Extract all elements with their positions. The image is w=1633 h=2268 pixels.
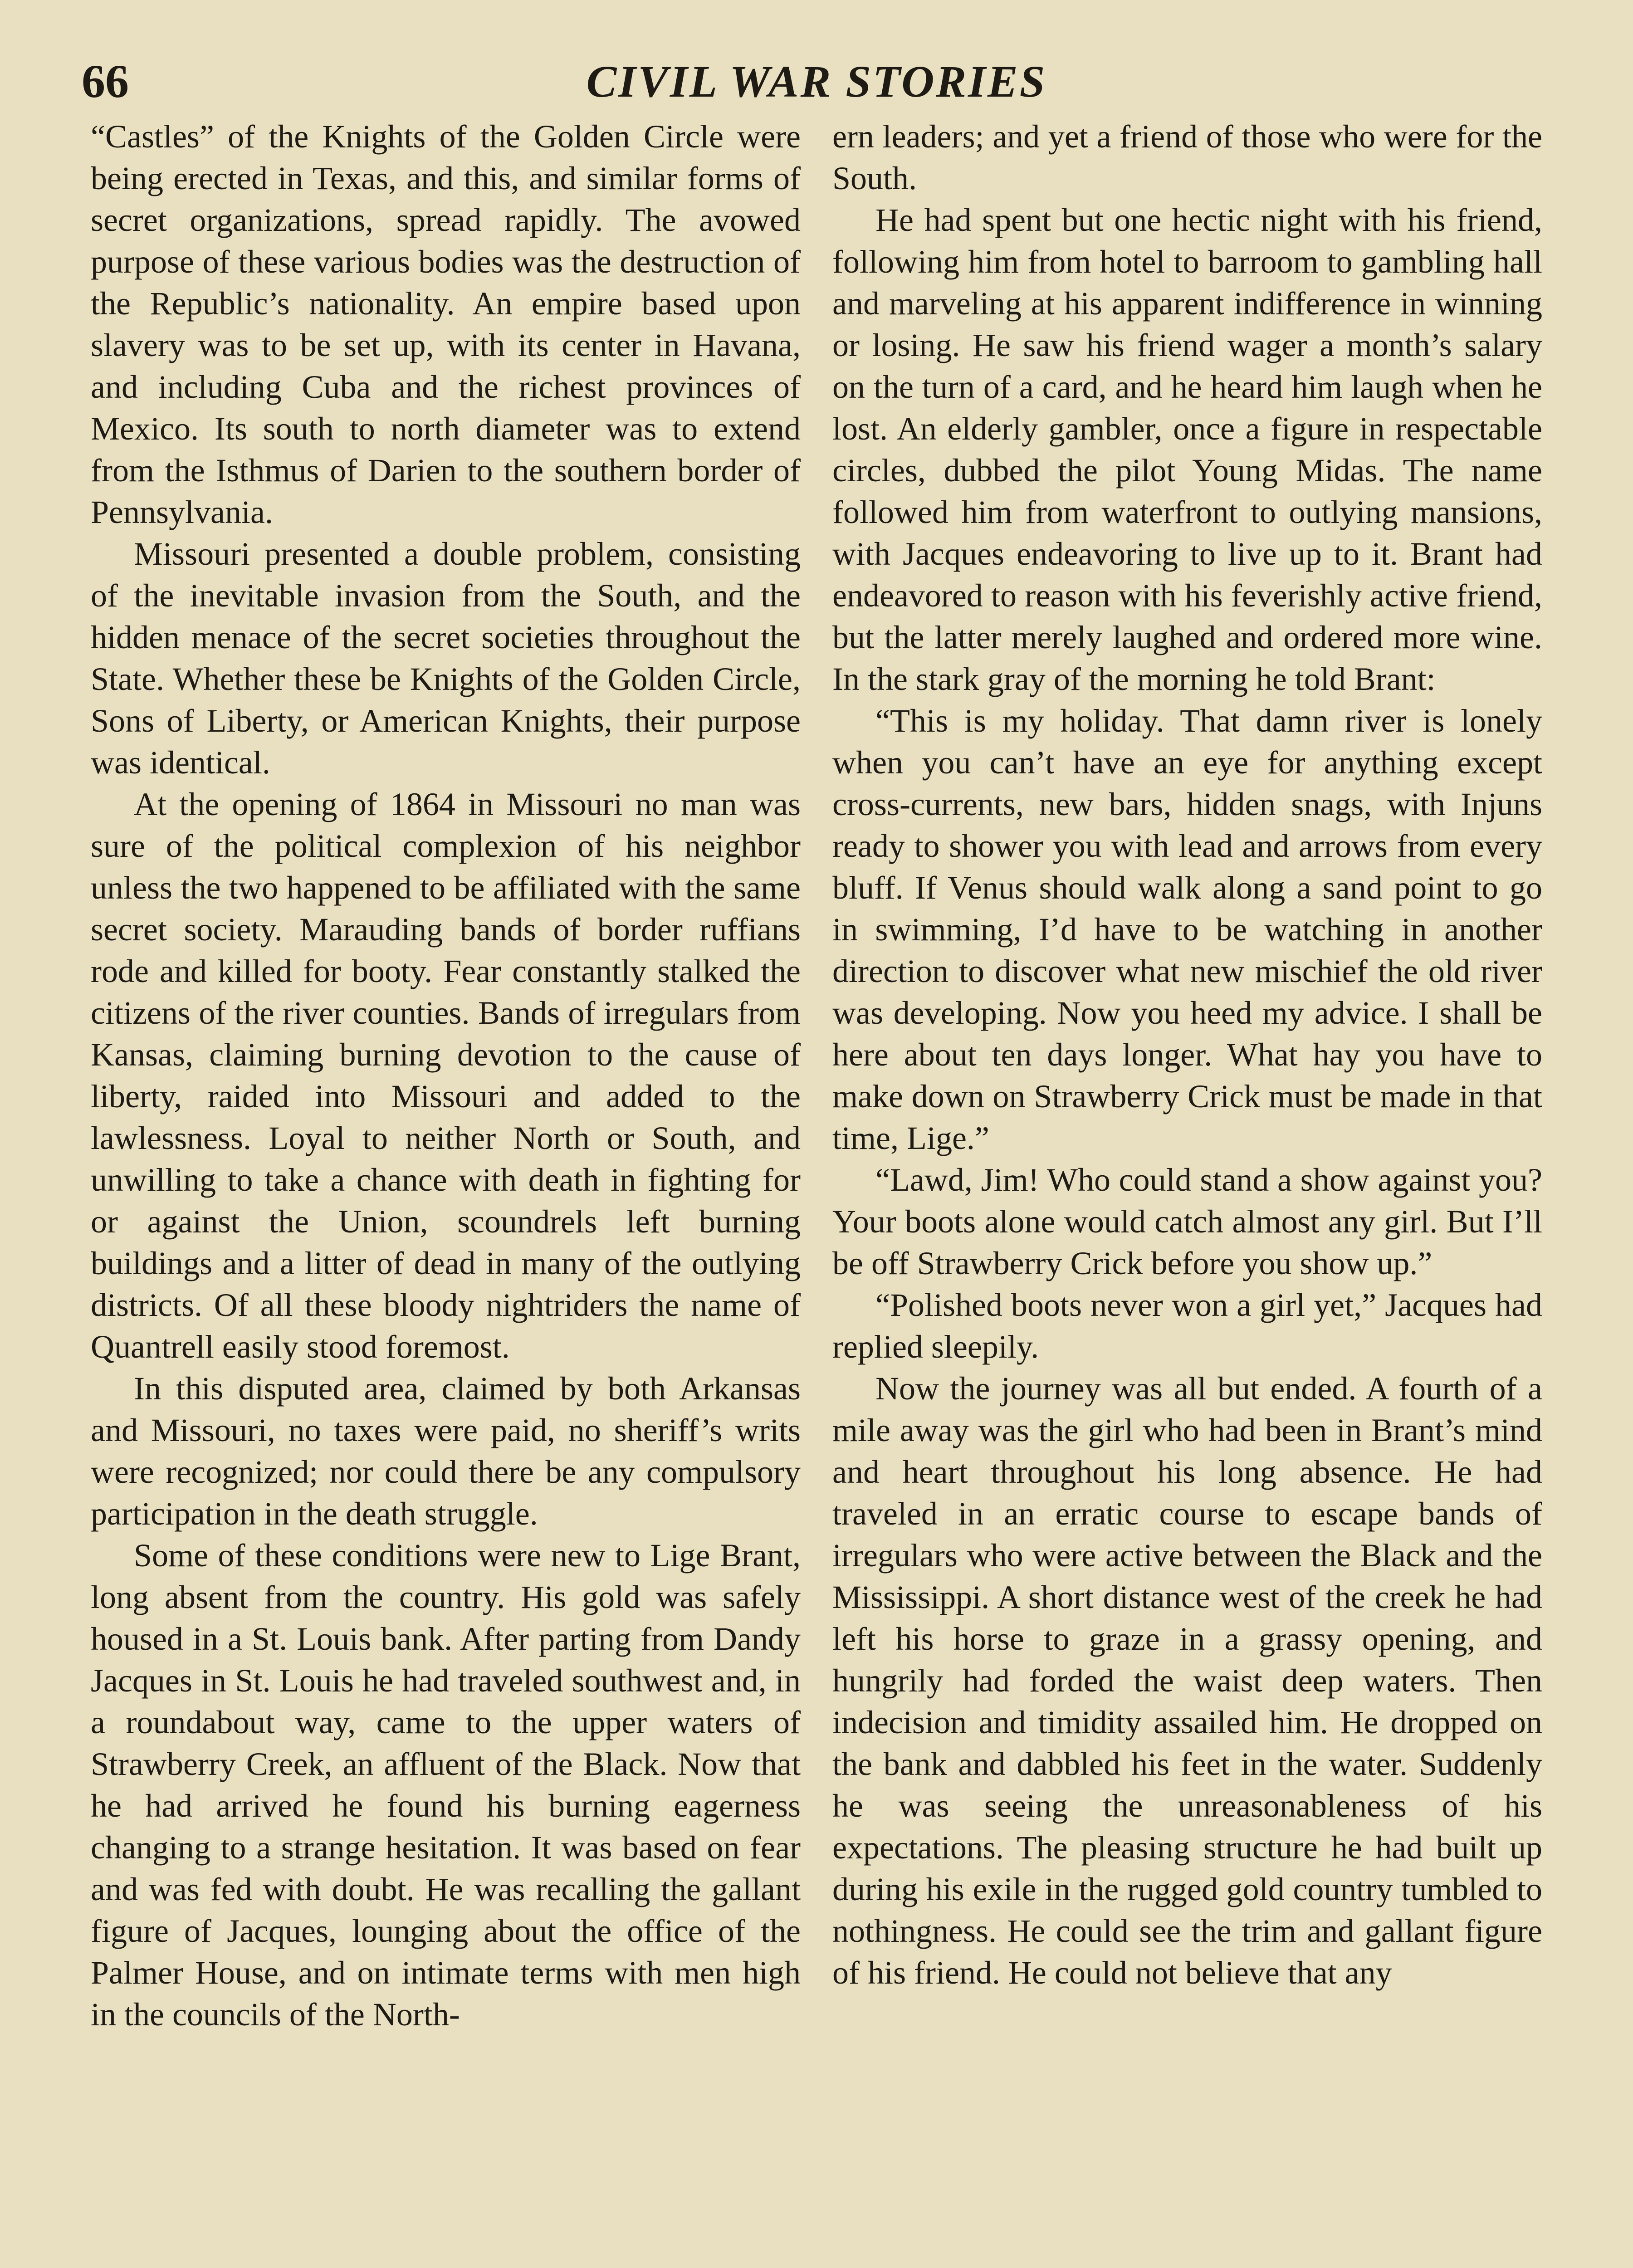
- paragraph: At the opening of 1864 in Missouri no man was sure of the political complexion of his neighbor unless the two happened to be affiliated with the same secret society. Marauding bands of border ruffians rode and killed for booty. Fear constantly stalked the citizens of the river counties. Bands of irregulars from Kansas, claiming burning devotion to the cause of liberty, raided into Missouri and added to the lawlessness. Loyal to neither North or South, and unwilling to take a chance with death in fighting for or against the Union, scoundrels left burning buildings and a litter of dead in many of the outlying districts. Of all these bloody nightriders the name of Quantrell easily stood foremost.: [91, 786, 801, 1365]
- running-head-title: CIVIL WAR STORIES: [586, 56, 1047, 107]
- paragraph: “Castles” of the Knights of the Golden Circle were being erected in Texas, and this, and similar forms of secret organizations, spread rapidly. The avowed purpose of these various bodies was the destruction of the Republic’s nationality. An empire based upon slavery was to be set up, with its center in Havana, and including Cuba and the richest provinces of Mexico. Its south to north diameter was to extend from the Isthmus of Darien to the southern border of Pennsylvania.: [91, 118, 801, 530]
- paragraph: In this disputed area, claimed by both Arkansas and Missouri, no taxes were paid, no sheriff’s writs were recognized; nor could there be any compulsory participation in the death struggle.: [91, 1370, 801, 1532]
- paragraph: He had spent but one hectic night with his friend, following him from hotel to barroom to gambling hall and marveling at his apparent indifference in winning or losing. He saw his friend wager a month’s salary on the turn of a card, and he heard him laugh when he lost. An elderly gambler, once a figure in respectable circles, dubbed the pilot Young Midas. The name followed him from waterfront to outlying mansions, with Jacques endeavoring to live up to it. Brant had endeavored to reason with his feverishly active friend, but the latter merely laughed and ordered more wine. In the stark gray of the morning he told Brant:: [832, 202, 1542, 697]
- left-column: [91, 116, 801, 2268]
- paragraph: Some of these conditions were new to Lige Brant, long absent from the country. His gold was safely housed in a St. Louis bank. After parting from Dandy Jacques in St. Louis he had traveled southwest and, in a roundabout way, came to the upper waters of Strawberry Creek, an affluent of the Black. Now that he had arrived he found his burning eagerness changing to a strange hesitation. It was based on fear and was fed with doubt. He was recalling the gallant figure of Jacques, lounging about the office of the Palmer House, and on intimate terms with men high in the councils of the North-: [91, 1537, 801, 2033]
- paragraph: Now the journey was all but ended. A fourth of a mile away was the girl who had been in Brant’s mind and heart throughout his long absence. He had traveled in an erratic course to escape bands of irregulars who were active between the Black and the Mississippi. A short distance west of the creek he had left his horse to graze in a grassy opening, and hungrily had forded the waist deep waters. Then indecision and timidity assailed him. He dropped on the bank and dabbled his feet in the water. Suddenly he was seeing the unreasonableness of his expectations. The pleasing structure he had built up during his exile in the rugged gold country tumbled to nothingness. He could see the trim and gallant figure of his friend. He could not believe that any: [832, 1370, 1542, 1991]
- page-header: [82, 50, 1551, 113]
- paragraph: ern leaders; and yet a friend of those who were for the South.: [832, 118, 1542, 196]
- page-number: 66: [82, 55, 129, 108]
- paragraph: “Polished boots never won a girl yet,” Jacques had replied sleepily.: [832, 1287, 1542, 1365]
- paragraph: “This is my holiday. That damn river is lonely when you can’t have an eye for anything except cross-currents, new bars, hidden snags, with Injuns ready to shower you with lead and arrows from every bluff. If Venus should walk along a sand point to go in swimming, I’d have to be watching in another direction to discover what new mischief the old river was developing. Now you heed my advice. I shall be here about ten days longer. What hay you have to make down on Strawberry Crick must be made in that time, Lige.”: [832, 703, 1542, 1156]
- paragraph: “Lawd, Jim! Who could stand a show against you? Your boots alone would catch almost any girl. But I’ll be off Strawberry Crick before you show up.”: [832, 1162, 1542, 1281]
- paragraph: Missouri presented a double problem, consisting of the inevitable invasion from the South, and the hidden menace of the secret societies throughout the State. Whether these be Knights of the Golden Circle, Sons of Liberty, or American Knights, their purpose was identical.: [91, 536, 801, 781]
- right-column: [832, 116, 1542, 2268]
